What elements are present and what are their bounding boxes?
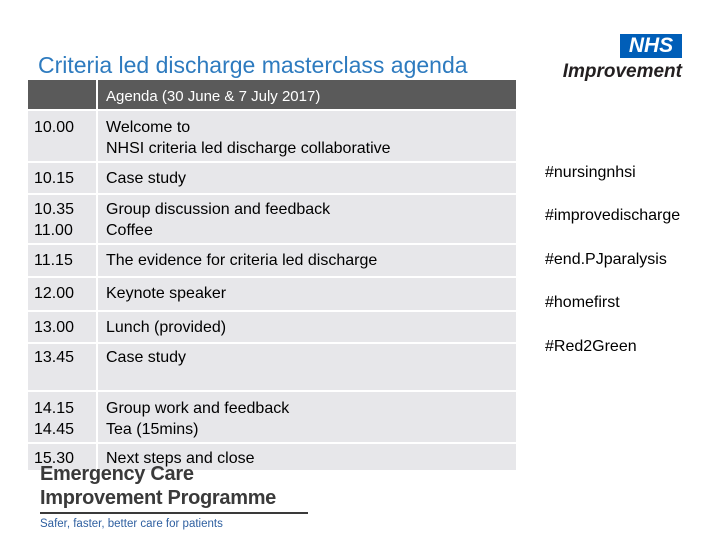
agenda-row (28, 342, 516, 390)
agenda-item: Next steps and close (106, 450, 255, 467)
agenda-row (28, 109, 516, 161)
agenda-item: Welcome to (106, 119, 191, 136)
agenda-time: 10.00 (34, 119, 75, 136)
agenda-item: Group work and feedback (106, 400, 290, 417)
agenda-time: 15.30 (34, 450, 75, 467)
agenda-time: 14.45 (34, 421, 75, 438)
agenda-item: Keynote speaker (106, 285, 227, 302)
agenda-row (28, 161, 516, 193)
agenda-row (28, 310, 516, 342)
agenda-row (28, 390, 516, 442)
ecip-logo-tagline: Safer, faster, better care for patients (40, 518, 223, 530)
hashtag: #end.PJparalysis (545, 251, 667, 268)
agenda-item: NHSI criteria led discharge collaborative (106, 140, 391, 157)
agenda-time: 13.45 (34, 349, 75, 366)
page-title: Criteria led discharge masterclass agenda (38, 52, 468, 78)
agenda-table (28, 80, 516, 470)
agenda-header-title: Agenda (30 June & 7 July 2017) (98, 80, 516, 109)
agenda-time: 11.00 (34, 222, 73, 239)
agenda-item: Case study (106, 170, 187, 187)
ecip-logo-line2: Improvement Programme (40, 487, 276, 509)
agenda-header-row (28, 80, 516, 109)
agenda-row (28, 243, 516, 276)
agenda-row (28, 276, 516, 310)
agenda-time: 11.15 (34, 252, 73, 269)
agenda-header-time-cell (28, 80, 96, 109)
agenda-time: 10.35 (34, 201, 75, 218)
agenda-item: Tea (15mins) (106, 421, 199, 438)
ecip-logo-divider (40, 512, 308, 514)
agenda-time: 13.00 (34, 319, 75, 336)
agenda-item: Coffee (106, 222, 153, 239)
agenda-item: Group discussion and feedback (106, 201, 331, 218)
hashtag: #nursingnhsi (545, 164, 636, 181)
nhs-badge: NHS (620, 34, 682, 58)
hashtag: #Red2Green (545, 338, 637, 355)
agenda-time: 12.00 (34, 285, 75, 302)
agenda-time: 10.15 (34, 170, 75, 187)
agenda-item: The evidence for criteria led discharge (106, 252, 378, 269)
agenda-item: Case study (106, 349, 187, 366)
emergency-care-logo (40, 462, 330, 532)
hashtag-list (545, 0, 715, 540)
hashtag: #homefirst (545, 294, 620, 311)
ecip-logo-line1: Emergency Care (40, 463, 194, 485)
agenda-item: Lunch (provided) (106, 319, 227, 336)
nhs-logo-subtitle: Improvement (562, 61, 682, 82)
hashtag: #improvedischarge (545, 207, 681, 224)
agenda-row (28, 193, 516, 243)
agenda-time: 14.15 (34, 400, 75, 417)
